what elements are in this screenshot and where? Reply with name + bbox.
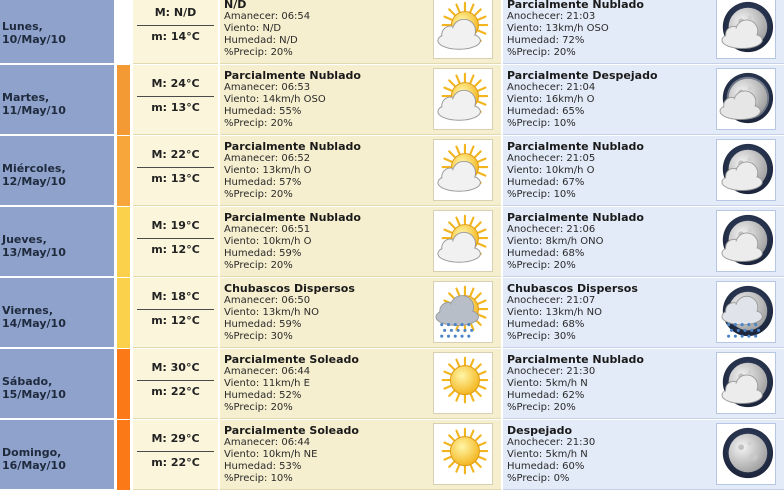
day-precipitation: %Precip: 20% (224, 402, 293, 413)
forecast-row (0, 349, 784, 419)
day-precipitation: %Precip: 30% (224, 331, 293, 342)
nighttime-forecast (503, 0, 784, 64)
nighttime-forecast (503, 349, 784, 419)
sunny-icon (433, 423, 493, 485)
day-precipitation: %Precip: 20% (224, 47, 293, 58)
partly-cloudy-icon (433, 139, 493, 201)
night-wind: Viento: 10km/h O (507, 165, 595, 176)
day-humidity: Humedad: N/D (224, 35, 298, 46)
sunny-icon (433, 352, 493, 414)
forecast-row (0, 65, 784, 135)
sunrise-time: Amanecer: 06:44 (224, 366, 311, 377)
temperature-color-bar (117, 278, 130, 348)
daytime-forecast (220, 136, 501, 206)
day-label-cell (0, 0, 114, 64)
temperature-cell (133, 65, 218, 135)
partly-cloudy-icon (433, 210, 493, 272)
day-label-cell (0, 420, 114, 490)
temperature-divider (137, 96, 214, 97)
nighttime-forecast (503, 420, 784, 490)
night-condition: Parcialmente Nublado (507, 211, 644, 224)
moon-cloudy-icon (716, 139, 776, 201)
temperature-divider (137, 167, 214, 168)
day-wind: Viento: 11km/h E (224, 378, 310, 389)
moon-showers-icon (716, 281, 776, 343)
sunrise-time: Amanecer: 06:44 (224, 437, 311, 448)
forecast-row (0, 0, 784, 64)
temperature-divider (137, 451, 214, 452)
max-temperature: M: 19°C (151, 219, 200, 232)
night-humidity: Humedad: 60% (507, 461, 585, 472)
night-condition: Parcialmente Despejado (507, 69, 658, 82)
day-condition: Chubascos Dispersos (224, 282, 355, 295)
sunrise-time: Amanecer: 06:52 (224, 153, 311, 164)
night-condition: Parcialmente Nublado (507, 353, 644, 366)
forecast-row (0, 136, 784, 206)
day-label-cell (0, 278, 114, 348)
night-humidity: Humedad: 68% (507, 319, 585, 330)
nighttime-forecast (503, 207, 784, 277)
daytime-forecast (220, 65, 501, 135)
temperature-cell (133, 349, 218, 419)
day-precipitation: %Precip: 20% (224, 118, 293, 129)
night-wind: Viento: 16km/h O (507, 94, 595, 105)
temperature-cell (133, 207, 218, 277)
night-wind: Viento: 13km/h NO (507, 307, 602, 318)
sunset-time: Anochecer: 21:03 (507, 11, 596, 22)
full-moon-icon (716, 423, 776, 485)
day-label: Domingo, 16/May/10 (2, 446, 66, 472)
day-precipitation: %Precip: 20% (224, 260, 293, 271)
partly-cloudy-icon (433, 0, 493, 59)
day-condition: N/D (224, 0, 247, 11)
moon-cloudy-icon (716, 352, 776, 414)
day-humidity: Humedad: 57% (224, 177, 302, 188)
min-temperature: m: 12°C (151, 243, 200, 256)
sunset-time: Anochecer: 21:05 (507, 153, 596, 164)
temperature-cell (133, 420, 218, 490)
moon-hazy-icon (716, 68, 776, 130)
night-humidity: Humedad: 68% (507, 248, 585, 259)
temperature-cell (133, 278, 218, 348)
temperature-color-bar (117, 65, 130, 135)
temperature-color-bar (117, 420, 130, 490)
night-condition: Parcialmente Nublado (507, 140, 644, 153)
temperature-divider (137, 238, 214, 239)
scattered-showers-icon (433, 281, 493, 343)
day-condition: Parcialmente Soleado (224, 424, 359, 437)
day-label-cell (0, 207, 114, 277)
min-temperature: m: 22°C (151, 385, 200, 398)
min-temperature: m: 13°C (151, 101, 200, 114)
min-temperature: m: 12°C (151, 314, 200, 327)
night-precipitation: %Precip: 20% (507, 260, 576, 271)
max-temperature: M: 24°C (151, 77, 200, 90)
day-precipitation: %Precip: 10% (224, 473, 293, 484)
night-humidity: Humedad: 65% (507, 106, 585, 117)
max-temperature: M: 22°C (151, 148, 200, 161)
day-label: Martes, 11/May/10 (2, 91, 66, 117)
sunrise-time: Amanecer: 06:50 (224, 295, 311, 306)
day-label: Sábado, 15/May/10 (2, 375, 66, 401)
nighttime-forecast (503, 278, 784, 348)
sunrise-time: Amanecer: 06:51 (224, 224, 311, 235)
moon-cloudy-icon (716, 0, 776, 59)
day-humidity: Humedad: 59% (224, 319, 302, 330)
nighttime-forecast (503, 65, 784, 135)
day-condition: Parcialmente Soleado (224, 353, 359, 366)
night-wind: Viento: 5km/h N (507, 449, 588, 460)
day-label: Viernes, 14/May/10 (2, 304, 66, 330)
night-humidity: Humedad: 67% (507, 177, 585, 188)
daytime-forecast (220, 278, 501, 348)
day-wind: Viento: 10km/h O (224, 236, 312, 247)
day-condition: Parcialmente Nublado (224, 140, 361, 153)
day-humidity: Humedad: 52% (224, 390, 302, 401)
max-temperature: M: 18°C (151, 290, 200, 303)
day-wind: Viento: 10km/h NE (224, 449, 318, 460)
day-humidity: Humedad: 59% (224, 248, 302, 259)
temperature-cell (133, 0, 218, 64)
sunset-time: Anochecer: 21:30 (507, 437, 596, 448)
min-temperature: m: 14°C (151, 30, 200, 43)
night-humidity: Humedad: 62% (507, 390, 585, 401)
day-condition: Parcialmente Nublado (224, 211, 361, 224)
temperature-color-bar (117, 207, 130, 277)
sunset-time: Anochecer: 21:30 (507, 366, 596, 377)
day-wind: Viento: 14km/h OSO (224, 94, 326, 105)
day-label: Jueves, 13/May/10 (2, 233, 66, 259)
night-precipitation: %Precip: 20% (507, 47, 576, 58)
sunset-time: Anochecer: 21:04 (507, 82, 596, 93)
max-temperature: M: 29°C (151, 432, 200, 445)
day-label-cell (0, 136, 114, 206)
min-temperature: m: 22°C (151, 456, 200, 469)
day-wind: Viento: 13km/h O (224, 165, 312, 176)
temperature-cell (133, 136, 218, 206)
night-humidity: Humedad: 72% (507, 35, 585, 46)
forecast-row (0, 278, 784, 348)
moon-cloudy-icon (716, 210, 776, 272)
night-condition: Despejado (507, 424, 573, 437)
night-precipitation: %Precip: 10% (507, 189, 576, 200)
sunrise-time: Amanecer: 06:53 (224, 82, 311, 93)
temperature-divider (137, 380, 214, 381)
night-condition: Chubascos Dispersos (507, 282, 638, 295)
night-wind: Viento: 13km/h OSO (507, 23, 609, 34)
night-wind: Viento: 8km/h ONO (507, 236, 604, 247)
night-wind: Viento: 5km/h N (507, 378, 588, 389)
day-wind: Viento: 13km/h NO (224, 307, 319, 318)
sunrise-time: Amanecer: 06:54 (224, 11, 311, 22)
min-temperature: m: 13°C (151, 172, 200, 185)
daytime-forecast (220, 0, 501, 64)
sunset-time: Anochecer: 21:06 (507, 224, 596, 235)
sunset-time: Anochecer: 21:07 (507, 295, 596, 306)
max-temperature: M: 30°C (151, 361, 200, 374)
night-precipitation: %Precip: 30% (507, 331, 576, 342)
night-precipitation: %Precip: 10% (507, 118, 576, 129)
temperature-divider (137, 25, 214, 26)
night-precipitation: %Precip: 0% (507, 473, 570, 484)
day-humidity: Humedad: 53% (224, 461, 302, 472)
temperature-color-bar (117, 136, 130, 206)
night-precipitation: %Precip: 20% (507, 402, 576, 413)
day-wind: Viento: N/D (224, 23, 282, 34)
max-temperature: M: N/D (154, 6, 197, 19)
nighttime-forecast (503, 136, 784, 206)
day-condition: Parcialmente Nublado (224, 69, 361, 82)
day-label: Lunes, 10/May/10 (2, 20, 66, 46)
temperature-divider (137, 309, 214, 310)
day-humidity: Humedad: 55% (224, 106, 302, 117)
forecast-row (0, 420, 784, 490)
temperature-color-bar (117, 349, 130, 419)
forecast-row (0, 207, 784, 277)
temperature-color-bar (117, 0, 130, 64)
day-label-cell (0, 65, 114, 135)
night-condition: Parcialmente Nublado (507, 0, 644, 11)
day-precipitation: %Precip: 20% (224, 189, 293, 200)
day-label-cell (0, 349, 114, 419)
daytime-forecast (220, 207, 501, 277)
daytime-forecast (220, 349, 501, 419)
day-label: Miércoles, 12/May/10 (2, 162, 66, 188)
partly-cloudy-icon (433, 68, 493, 130)
daytime-forecast (220, 420, 501, 490)
